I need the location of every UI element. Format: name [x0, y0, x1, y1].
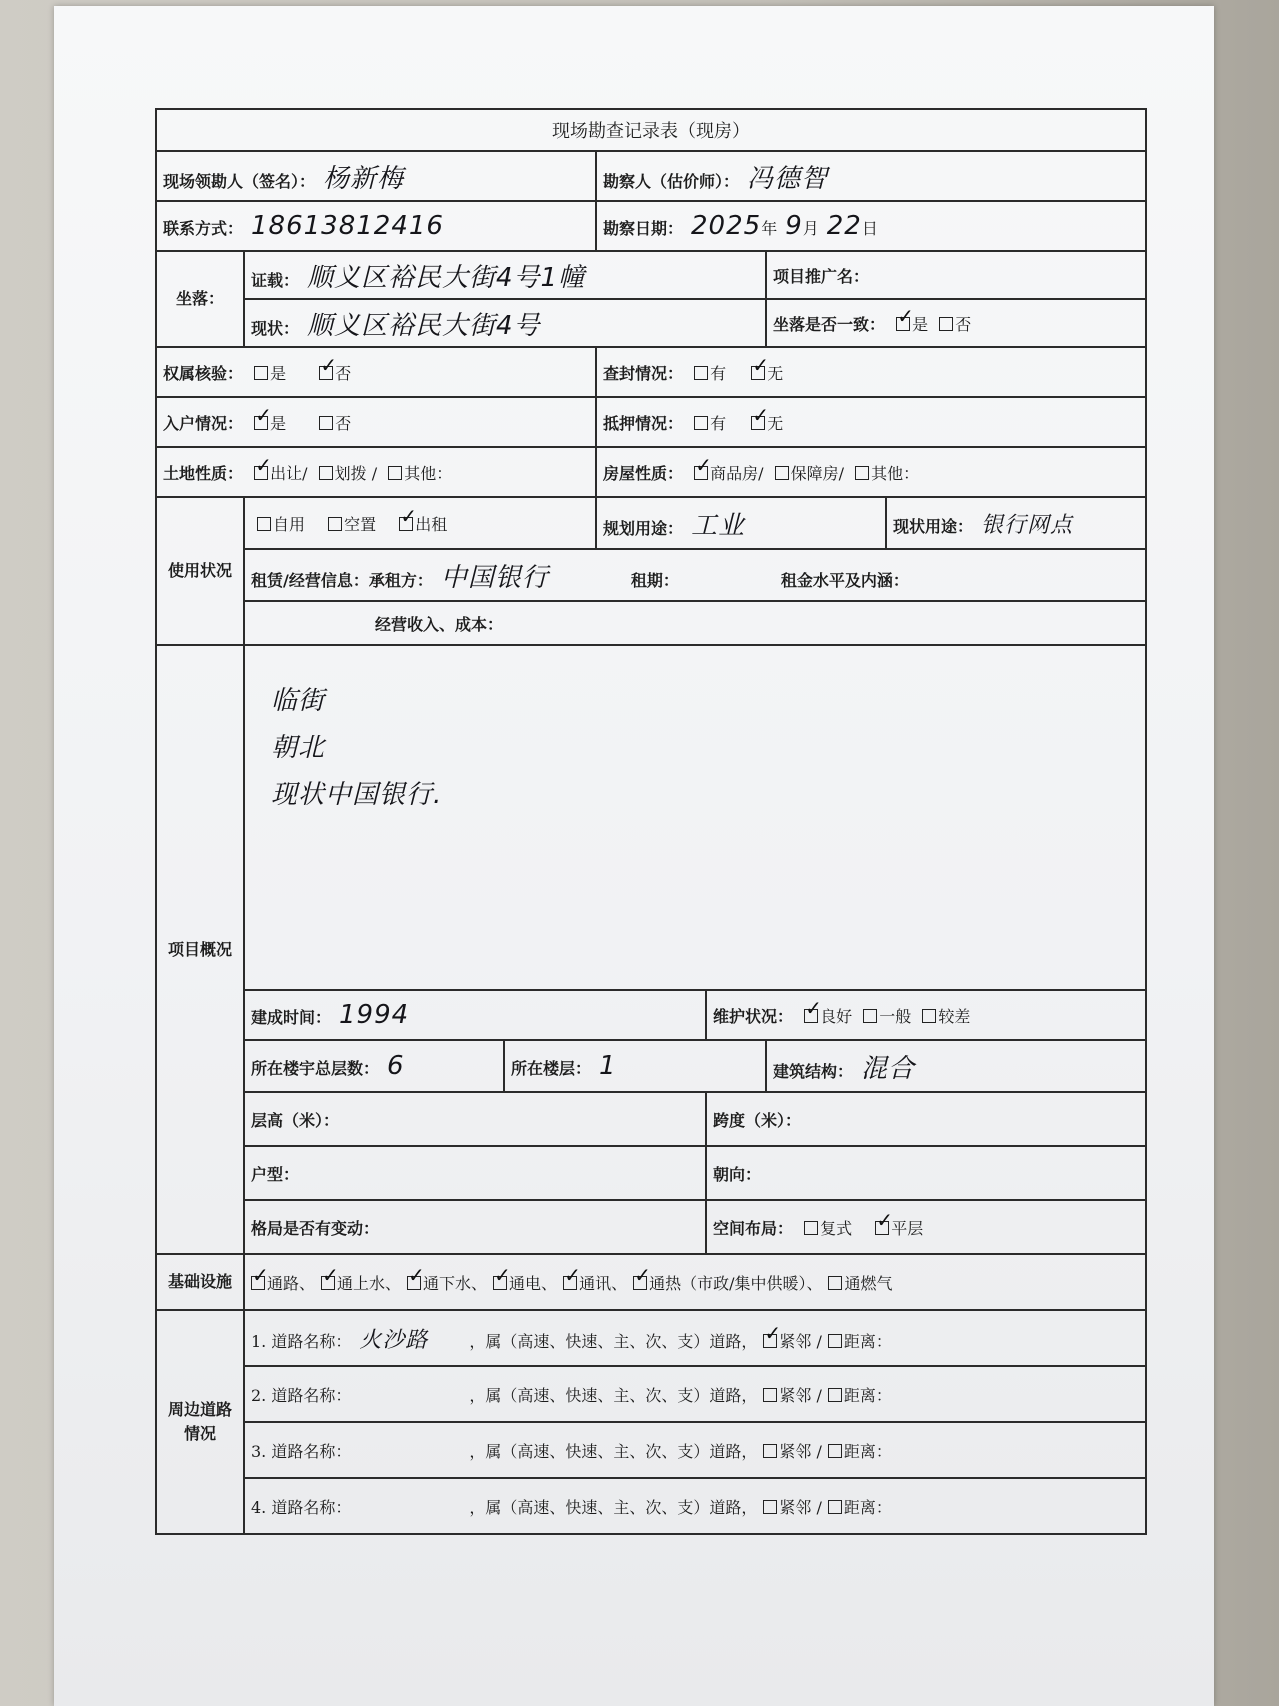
- usage-opt3-label: 出租: [415, 514, 448, 534]
- date-year-unit: 年: [761, 219, 778, 238]
- roads-label: 周边道路情况: [156, 1310, 244, 1534]
- consistent-yes-checkbox[interactable]: [896, 317, 910, 331]
- contact-cell[interactable]: [156, 201, 596, 251]
- orientation-label: 朝向：: [713, 1164, 762, 1184]
- house-cell: [596, 447, 1146, 497]
- maint-opt3-label: 较差: [938, 1006, 971, 1026]
- location-label: 坐落：: [156, 251, 244, 347]
- road-4-adjacent-checkbox[interactable]: [763, 1500, 777, 1514]
- road-1-type: ，属（高速、快速、主、次、支）道路，: [469, 1331, 758, 1351]
- actual-label: 现状：: [251, 318, 300, 338]
- current-use-label: 现状用途：: [893, 516, 974, 536]
- date-day: 22: [826, 211, 862, 241]
- date-month: 9: [785, 211, 803, 241]
- maint-opt1-checkbox[interactable]: [804, 1009, 818, 1023]
- space-cell: [706, 1200, 1146, 1254]
- seal-label: 查封情况：: [603, 363, 684, 383]
- actual-address: 顺义区裕民大街4号: [307, 310, 541, 341]
- structure-label: 建筑结构：: [773, 1061, 854, 1081]
- built-cell[interactable]: [244, 990, 706, 1040]
- infra-opt3-label: 通下水、: [423, 1273, 488, 1293]
- road-row-2[interactable]: [244, 1366, 1146, 1422]
- infra-opt7-checkbox[interactable]: [828, 1276, 842, 1290]
- road-3-adjacent-checkbox[interactable]: [763, 1444, 777, 1458]
- maint-opt2-label: 一般: [879, 1006, 912, 1026]
- usage-options-cell: [244, 497, 596, 549]
- road-3-adjacent-label: 紧邻 /: [779, 1441, 822, 1461]
- land-opt2-label: 划拨 /: [334, 463, 378, 483]
- seal-have-checkbox[interactable]: [694, 366, 708, 380]
- road-3-type: ，属（高速、快速、主、次、支）道路，: [469, 1441, 758, 1461]
- cert-cell[interactable]: [244, 251, 766, 299]
- consistent-cell: [766, 299, 1146, 347]
- mortgage-label: 抵押情况：: [603, 413, 684, 433]
- space-opt1-checkbox[interactable]: [804, 1221, 818, 1235]
- usage-opt3-checkbox[interactable]: [399, 517, 413, 531]
- income-label: 经营收入、成本：: [375, 614, 504, 634]
- date-day-unit: 日: [861, 219, 878, 238]
- usage-opt2-label: 空置: [344, 514, 377, 534]
- total-floors-cell[interactable]: [244, 1040, 504, 1092]
- house-opt3-label: 其他：: [871, 463, 920, 483]
- planned-use-cell[interactable]: [596, 497, 886, 549]
- road-3-distance-checkbox[interactable]: [828, 1444, 842, 1458]
- land-opt1-checkbox[interactable]: [254, 466, 268, 480]
- entry-no-label: 否: [335, 413, 352, 433]
- total-floors-label: 所在楼宇总层数：: [251, 1059, 380, 1078]
- project-name-cell[interactable]: [766, 251, 1146, 299]
- road-2-distance-checkbox[interactable]: [828, 1388, 842, 1402]
- survey-form-table: [155, 108, 1147, 1535]
- maint-opt1-label: 良好: [820, 1006, 853, 1026]
- infra-opt2-label: 通上水、: [337, 1273, 402, 1293]
- house-opt2-checkbox[interactable]: [775, 466, 789, 480]
- road-2-adjacent-label: 紧邻 /: [779, 1385, 822, 1405]
- overview-note-2: 朝北: [271, 733, 326, 763]
- space-opt1-label: 复式: [820, 1218, 853, 1238]
- height-label: 层高（米）：: [251, 1110, 340, 1130]
- cert-label: 证载：: [251, 270, 300, 290]
- structure-value: 混合: [861, 1053, 916, 1084]
- project-name-label: 项目推广名：: [773, 266, 870, 286]
- space-opt2-label: 平层: [891, 1218, 924, 1238]
- lease-term-label: 租期：: [630, 570, 679, 590]
- floor-label: 所在楼层：: [511, 1059, 592, 1078]
- maintenance-label: 维护状况：: [713, 1006, 794, 1026]
- infra-opt4-checkbox[interactable]: [493, 1276, 507, 1290]
- overview-notes-area[interactable]: [244, 645, 1146, 990]
- entry-no-checkbox[interactable]: [319, 416, 333, 430]
- road-row-1[interactable]: [244, 1310, 1146, 1366]
- consistent-label: 坐落是否一致：: [773, 314, 886, 334]
- road-1-distance-label: 距离：: [843, 1331, 892, 1351]
- road-row-4[interactable]: [244, 1478, 1146, 1534]
- guide-label: 现场领勘人（签名）：: [163, 171, 316, 191]
- floor-cell[interactable]: [504, 1040, 766, 1092]
- land-opt1-label: 出让/: [270, 463, 308, 483]
- house-opt1-checkbox[interactable]: [694, 466, 708, 480]
- infra-label: 基础设施: [156, 1254, 244, 1310]
- maint-opt2-checkbox[interactable]: [863, 1009, 877, 1023]
- infra-opt5-label: 通讯、: [579, 1273, 628, 1293]
- space-label: 空间布局：: [713, 1218, 794, 1238]
- usage-opt1-label: 自用: [273, 514, 306, 534]
- road-2-adjacent-checkbox[interactable]: [763, 1388, 777, 1402]
- span-label: 跨度（米）：: [713, 1110, 802, 1130]
- layout-type-cell[interactable]: [244, 1146, 706, 1200]
- seal-cell: [596, 347, 1146, 397]
- road-1-adjacent-label: 紧邻 /: [779, 1331, 822, 1351]
- overview-note-1: 临街: [271, 686, 326, 716]
- guide-cell[interactable]: [156, 151, 596, 201]
- road-3-distance-label: 距离：: [843, 1441, 892, 1461]
- house-label: 房屋性质：: [603, 463, 684, 483]
- overview-label: 项目概况: [156, 645, 244, 1254]
- house-opt1-label: 商品房/: [710, 463, 764, 483]
- span-cell[interactable]: [706, 1092, 1146, 1146]
- space-opt2-checkbox[interactable]: [875, 1221, 889, 1235]
- infra-opt6-checkbox[interactable]: [633, 1276, 647, 1290]
- road-4-label: 4. 道路名称：: [251, 1497, 352, 1517]
- lease-cell[interactable]: [244, 549, 1146, 601]
- entry-yes-label: 是: [270, 413, 287, 433]
- infra-options-cell: [244, 1254, 1146, 1310]
- entry-label: 入户情况：: [163, 413, 244, 433]
- rent-label: 租金水平及内涵：: [780, 570, 909, 590]
- road-4-type: ，属（高速、快速、主、次、支）道路，: [469, 1497, 758, 1517]
- infra-opt1-label: 通路、: [267, 1273, 316, 1293]
- house-opt3-checkbox[interactable]: [855, 466, 869, 480]
- infra-opt4-label: 通电、: [509, 1273, 558, 1293]
- mortgage-have-label: 有: [710, 413, 727, 433]
- road-1-distance-checkbox[interactable]: [828, 1334, 842, 1348]
- lease-label: 租赁/经营信息：承租方：: [251, 570, 433, 590]
- land-opt3-label: 其他：: [404, 463, 453, 483]
- road-4-distance-checkbox[interactable]: [828, 1500, 842, 1514]
- layout-change-cell[interactable]: [244, 1200, 706, 1254]
- maint-opt3-checkbox[interactable]: [922, 1009, 936, 1023]
- mortgage-none-checkbox[interactable]: [751, 416, 765, 430]
- usage-label: 使用状况: [156, 497, 244, 645]
- road-1-label: 1. 道路名称：: [251, 1331, 352, 1351]
- mortgage-cell: [596, 397, 1146, 447]
- form-title: 现场勘查记录表（现房）: [156, 109, 1146, 151]
- seal-none-label: 无: [767, 363, 784, 383]
- road-4-distance-label: 距离：: [843, 1497, 892, 1517]
- ownership-no-label: 否: [335, 363, 352, 383]
- planned-use-value: 工业: [691, 510, 746, 541]
- consistent-no-checkbox[interactable]: [939, 317, 953, 331]
- date-cell[interactable]: [596, 201, 1146, 251]
- entry-cell: [156, 397, 596, 447]
- road-row-3[interactable]: [244, 1422, 1146, 1478]
- mortgage-none-label: 无: [767, 413, 784, 433]
- ownership-no-checkbox[interactable]: [319, 366, 333, 380]
- ownership-label: 权属核验：: [163, 363, 244, 383]
- usage-opt1-checkbox[interactable]: [257, 517, 271, 531]
- ownership-yes-label: 是: [270, 363, 287, 383]
- layout-type-label: 户型：: [251, 1164, 300, 1184]
- consistent-yes-label: 是: [912, 314, 929, 334]
- height-cell[interactable]: [244, 1092, 706, 1146]
- date-label: 勘察日期：: [603, 219, 684, 238]
- date-month-unit: 月: [802, 219, 819, 238]
- land-opt2-checkbox[interactable]: [319, 466, 333, 480]
- orientation-cell[interactable]: [706, 1146, 1146, 1200]
- infra-opt6-label: 通热（市政/集中供暖）、: [649, 1273, 823, 1293]
- ownership-yes-checkbox[interactable]: [254, 366, 268, 380]
- road-4-adjacent-label: 紧邻 /: [779, 1497, 822, 1517]
- seal-none-checkbox[interactable]: [751, 366, 765, 380]
- planned-use-label: 规划用途：: [603, 518, 684, 538]
- current-use-cell[interactable]: [886, 497, 1146, 549]
- floor-value: 1: [599, 1051, 617, 1081]
- land-cell: [156, 447, 596, 497]
- income-cell[interactable]: [244, 601, 1146, 645]
- surveyor-signature: 冯德智: [747, 163, 829, 194]
- contact-value: 18613812416: [251, 211, 444, 241]
- structure-cell[interactable]: [766, 1040, 1146, 1092]
- infra-opt2-checkbox[interactable]: [321, 1276, 335, 1290]
- layout-change-label: 格局是否有变动：: [251, 1218, 380, 1238]
- land-label: 土地性质：: [163, 463, 244, 483]
- infra-opt1-checkbox[interactable]: [251, 1276, 265, 1290]
- seal-have-label: 有: [710, 363, 727, 383]
- entry-yes-checkbox[interactable]: [254, 416, 268, 430]
- lease-tenant: 中国银行: [440, 562, 549, 593]
- built-value: 1994: [339, 1000, 410, 1030]
- usage-opt2-checkbox[interactable]: [328, 517, 342, 531]
- road-1-name: 火沙路: [359, 1327, 429, 1353]
- overview-note-3: 现状中国银行.: [271, 780, 443, 810]
- contact-label: 联系方式：: [163, 219, 244, 238]
- house-opt2-label: 保障房/: [790, 463, 845, 483]
- consistent-no-label: 否: [955, 314, 972, 334]
- guide-signature: 杨新梅: [323, 163, 405, 194]
- current-use-value: 银行网点: [981, 512, 1074, 538]
- road-3-label: 3. 道路名称：: [251, 1441, 352, 1461]
- cert-address: 顺义区裕民大街4号1幢: [307, 262, 586, 293]
- road-2-distance-label: 距离：: [843, 1385, 892, 1405]
- infra-opt7-label: 通燃气: [844, 1273, 893, 1293]
- road-2-type: ，属（高速、快速、主、次、支）道路，: [469, 1385, 758, 1405]
- mortgage-have-checkbox[interactable]: [694, 416, 708, 430]
- road-2-label: 2. 道路名称：: [251, 1385, 352, 1405]
- date-year: 2025: [691, 211, 762, 241]
- maintenance-cell: [706, 990, 1146, 1040]
- land-opt3-checkbox[interactable]: [388, 466, 402, 480]
- road-1-adjacent-checkbox[interactable]: [763, 1334, 777, 1348]
- infra-opt3-checkbox[interactable]: [407, 1276, 421, 1290]
- total-floors-value: 6: [387, 1051, 405, 1081]
- actual-cell[interactable]: [244, 299, 766, 347]
- built-label: 建成时间：: [251, 1008, 332, 1027]
- surveyor-cell[interactable]: [596, 151, 1146, 201]
- infra-opt5-checkbox[interactable]: [563, 1276, 577, 1290]
- ownership-cell: [156, 347, 596, 397]
- surveyor-label: 勘察人（估价师）：: [603, 171, 740, 191]
